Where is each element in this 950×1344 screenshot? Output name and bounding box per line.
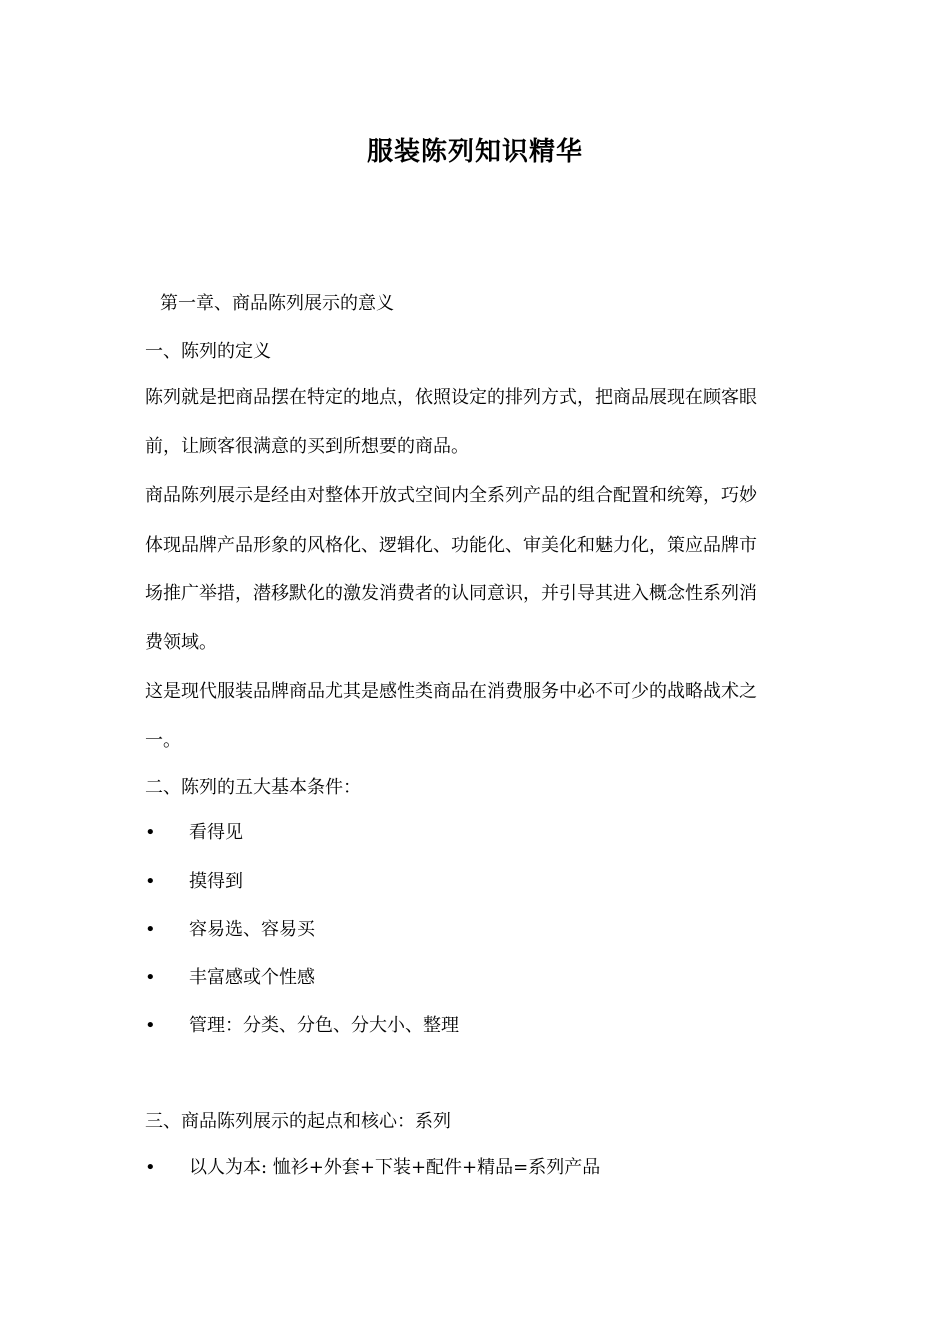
section-heading-3: 三、商品陈列展示的起点和核心：系列 xyxy=(145,1111,451,1132)
bullet-icon: • xyxy=(145,822,156,843)
section-heading-2: 二、陈列的五大基本条件： xyxy=(145,777,361,798)
list-item-text: 丰富感或个性感 xyxy=(189,967,315,988)
paragraph-line: 陈列就是把商品摆在特定的地点，依照设定的排列方式，把商品展现在顾客眼 xyxy=(145,387,757,408)
list-item xyxy=(145,916,315,944)
list-item xyxy=(145,819,243,847)
list-item-text: 看得见 xyxy=(189,822,243,843)
paragraph-line: 商品陈列展示是经由对整体开放式空间内全系列产品的组合配置和统筹，巧妙 xyxy=(145,485,757,506)
list-item xyxy=(145,1012,459,1040)
bullet-icon: • xyxy=(145,1015,156,1036)
paragraph-line: 这是现代服装品牌商品尤其是感性类商品在消费服务中必不可少的战略战术之 xyxy=(145,681,757,702)
chapter-heading: 第一章、商品陈列展示的意义 xyxy=(160,293,394,314)
paragraph-line: 体现品牌产品形象的风格化、逻辑化、功能化、审美化和魅力化，策应品牌市 xyxy=(145,535,757,556)
paragraph-line: 费领域。 xyxy=(145,632,217,653)
list-item-text: 以人为本: 恤衫+外套+下装+配件+精品=系列产品 xyxy=(189,1157,601,1178)
paragraph-line: 前，让顾客很满意的买到所想要的商品。 xyxy=(145,436,469,457)
section-heading-1: 一、陈列的定义 xyxy=(145,341,271,362)
bullet-icon: • xyxy=(145,871,156,892)
paragraph-line: 场推广举措，潜移默化的激发消费者的认同意识，并引导其进入概念性系列消 xyxy=(145,583,757,604)
list-item xyxy=(145,1154,600,1182)
page-title: 服装陈列知识精华 xyxy=(366,137,583,167)
bullet-icon: • xyxy=(145,967,156,988)
list-item-text: 容易选、容易买 xyxy=(189,919,315,940)
list-item-text: 摸得到 xyxy=(189,871,243,892)
list-item xyxy=(145,868,243,896)
bullet-icon: • xyxy=(145,1157,156,1178)
list-item-text: 管理：分类、分色、分大小、整理 xyxy=(189,1015,459,1036)
bullet-icon: • xyxy=(145,919,156,940)
paragraph-line: 一。 xyxy=(145,730,181,751)
list-item xyxy=(145,964,315,992)
